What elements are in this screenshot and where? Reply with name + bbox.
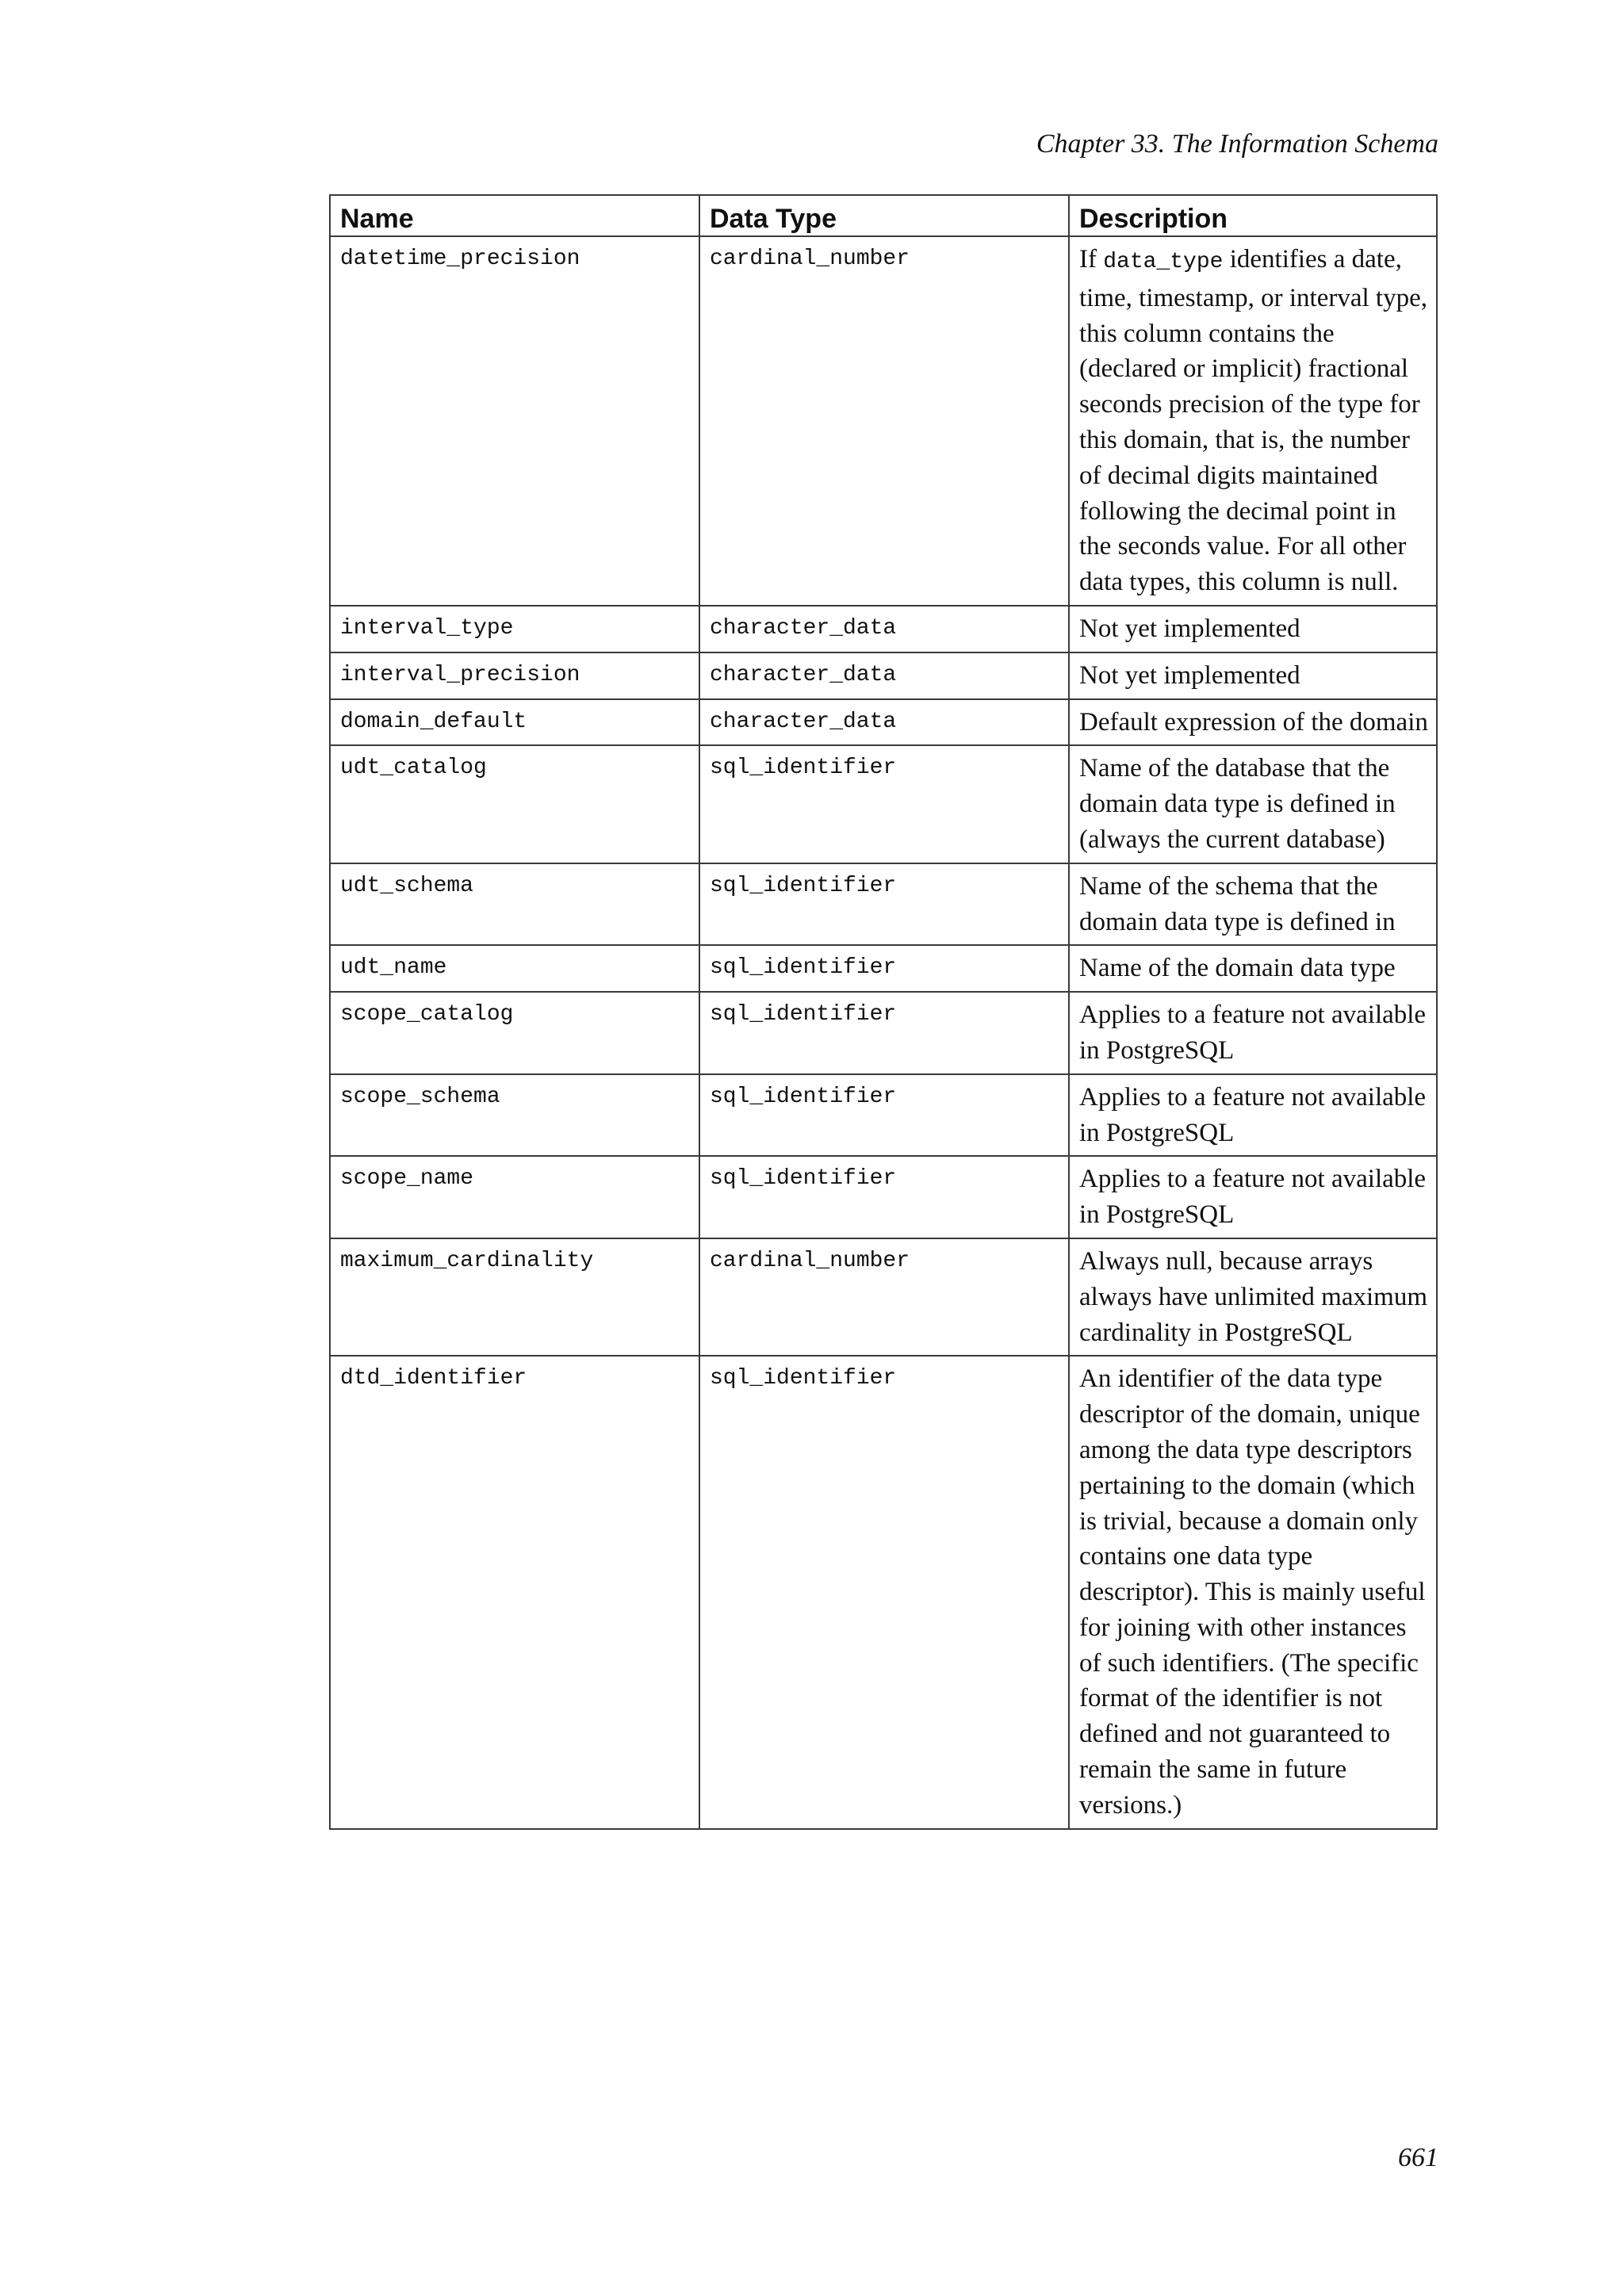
description-text: If [1079,245,1104,274]
running-header: Chapter 33. The Information Schema [1036,129,1438,159]
row-name-cell: interval_precision [330,652,699,699]
row-name-cell: maximum_cardinality [330,1238,699,1356]
row-description-cell: Applies to a feature not available in PostgreSQL [1069,992,1437,1074]
table-header-row [330,195,1437,236]
table-row [330,992,1437,1074]
row-name-cell: scope_catalog [330,992,699,1074]
column-header-description: Description [1069,195,1437,236]
table-row [330,699,1437,746]
row-description-cell: Name of the database that the domain data type is defined in (always the current database) [1069,745,1437,863]
row-type-cell: sql_identifier [699,745,1069,863]
row-description-cell: An identifier of the data type descriptor of the domain, unique among the data type descriptors pertaining to the domain (which is trivial, because a domain only contains one data type descriptor). This is mainly useful for joining with other instances of such identifiers. (The specific format of the identifier is not defined and not guaranteed to remain the same in future versions.) [1069,1356,1437,1828]
table-row [330,945,1437,992]
row-description-cell: Applies to a feature not available in PostgreSQL [1069,1156,1437,1238]
row-description-cell: Always null, because arrays always have unlimited maximum cardinality in PostgreSQL [1069,1238,1437,1356]
table-row [330,606,1437,652]
columns-table [329,194,1438,1830]
row-description-cell: Name of the schema that the domain data type is defined in [1069,863,1437,946]
row-type-cell: sql_identifier [699,863,1069,946]
row-description-cell: Name of the domain data type [1069,945,1437,992]
row-name-cell: udt_catalog [330,745,699,863]
row-name-cell: datetime_precision [330,236,699,606]
table-row [330,1356,1437,1828]
row-description-cell: Not yet implemented [1069,652,1437,699]
row-name-cell: interval_type [330,606,699,652]
row-name-cell: scope_schema [330,1074,699,1157]
table-row [330,236,1437,606]
row-type-cell: character_data [699,652,1069,699]
row-name-cell: scope_name [330,1156,699,1238]
row-name-cell: udt_name [330,945,699,992]
table-row [330,1238,1437,1356]
row-type-cell: character_data [699,606,1069,652]
row-name-cell: udt_schema [330,863,699,946]
description-text: identifies a date, time, timestamp, or interval type, this column contains the (declared or implicit) fractional seconds precision of the type for this domain, that is, the number of decimal digits maintained following the decimal point in the seconds value. For all other data types, this column is null. [1079,245,1427,597]
column-header-data-type: Data Type [699,195,1069,236]
description-code: data_type [1103,250,1224,274]
column-header-name: Name [330,195,699,236]
table-row [330,652,1437,699]
row-description-cell: Default expression of the domain [1069,699,1437,746]
row-type-cell: cardinal_number [699,1238,1069,1356]
table-row [330,745,1437,863]
row-type-cell: sql_identifier [699,1156,1069,1238]
table-row [330,863,1437,946]
row-description-cell: Applies to a feature not available in PostgreSQL [1069,1074,1437,1157]
row-description-cell: Not yet implemented [1069,606,1437,652]
row-type-cell: sql_identifier [699,945,1069,992]
row-type-cell: character_data [699,699,1069,746]
row-type-cell: sql_identifier [699,1074,1069,1157]
row-type-cell: cardinal_number [699,236,1069,606]
row-name-cell: dtd_identifier [330,1356,699,1828]
page-number: 661 [1398,2143,1438,2172]
row-name-cell: domain_default [330,699,699,746]
table-row [330,1074,1437,1157]
row-type-cell: sql_identifier [699,992,1069,1074]
row-description-cell [1069,236,1437,606]
table-row [330,1156,1437,1238]
row-type-cell: sql_identifier [699,1356,1069,1828]
